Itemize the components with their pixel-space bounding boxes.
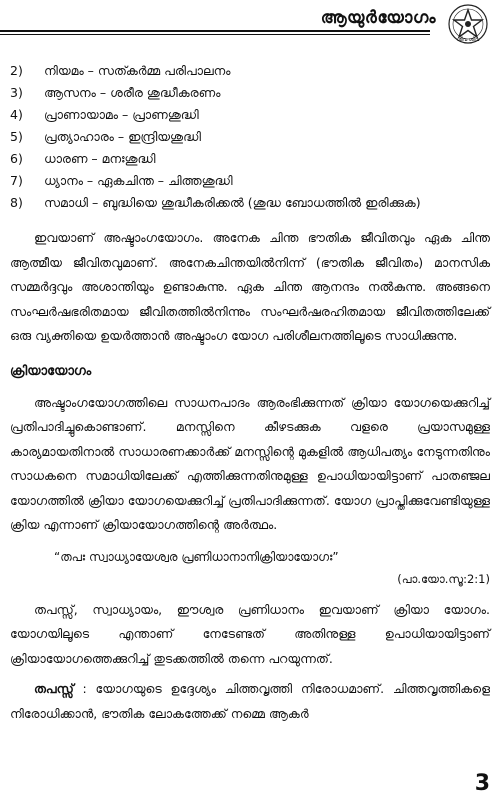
sutra-citation: (പാ.യോ.സൂ:2:1) [397,571,490,586]
tapas-intro-paragraph: തപസ്സ്, സ്വാധ്യായം, ഈശ്വര പ്രണിധാനം ഇവയാണ് ക്രിയാ യോഗം. യോഗയിലൂടെ എന്താണ് നേടേണ്ടത് അതിനുള്ള ഉപാധിയായിട്ടാണ് ക്രിയായോഗത്തെക്കുറിച്ച് തുടക്കത്തിൽ തന്നെ പറയുന്നത്. [10,601,490,666]
list-item [10,60,490,82]
running-title: ആയുർയോഗം [320,8,436,28]
list-item [10,104,490,126]
list-item [10,82,490,104]
tapas-definition-paragraph [10,677,490,726]
list-number: 2) [10,63,23,78]
list-item [10,170,490,192]
header-rule [0,30,430,35]
kriya-yoga-heading: ക്രിയായോഗം [10,363,92,379]
list-item [10,126,490,148]
tapas-term: തപസ്സ് [34,681,74,696]
list-text: നിയമം – സത്കർമ്മ പരിപാലനം [44,63,231,78]
ashtanga-list [10,60,490,214]
list-number: 8) [10,195,23,210]
list-number: 5) [10,129,23,144]
page-header [0,0,500,44]
list-item [10,148,490,170]
ashtanga-summary-paragraph: ഇവയാണ് അഷ്ടാംഗയോഗം. അനേക ചിന്ത ഭൗതിക ജീവിതവും ഏക ചിന്ത ആത്മീയ ജീവിതവുമാണ്. അനേകചിന്തയിൽനിന്ന് (ഭൗതിക ജീവിതം) മാനസിക സമ്മർദ്ദവും അശാന്തിയും ഉണ്ടാകുന്നു. ഏക ചിന്ത ആനന്ദം നൽകുന്നു. അങ്ങനെ സംഘർഷഭരിതമായ ജീവിതത്തിൽനിന്നും സംഘർഷരഹിതമായ ജീവിതത്തിലേക്ക് ഒരു വ്യക്തിയെ ഉയർത്താൻ അഷ്ടാംഗ യോഗ പരിശീലനത്തിലൂടെ സാധിക്കുന്നു. [10,230,490,343]
list-number: 4) [10,107,23,122]
society-logo [444,2,492,50]
list-number: 6) [10,151,23,166]
list-text: ധ്യാനം – ഏകചിന്ത – ചിത്തശുദ്ധി [44,173,233,188]
list-text: സമാധി – ബുദ്ധിയെ ശുദ്ധീകരിക്കൽ (ശുദ്ധ ബോധത്തിൽ ഇരിക്കുക) [44,195,421,210]
list-item [10,192,490,214]
list-text: പ്രത്യാഹാരം – ഇന്ദ്രിയശുദ്ധി [44,129,202,144]
page-content [10,60,490,726]
list-text: ആസനം – ശരീര ശുദ്ധീകരണം [44,85,221,100]
list-number: 3) [10,85,23,100]
logo-caption: ശിവ ശിവ [456,37,480,43]
kriya-yoga-paragraph: അഷ്ടാംഗയോഗത്തിലെ സാധനപാദം ആരംഭിക്കുന്നത് ക്രിയാ യോഗയെക്കുറിച്ച് പ്രതിപാദിച്ചുകൊണ്ടാണ്. മനസ്സിനെ കീഴടക്കുക വളരെ പ്രയാസമുള്ള കാര്യമായതിനാൽ സാധാരണക്കാർക്ക് മനസ്സിന്റെ മുകളിൽ ആധിപത്യം നേടുന്നതിനും സാധകനെ സമാധിയിലേക്ക് എത്തിക്കുന്നതിനുമുള്ള ഉപാധിയായിട്ടാണ് പാതഞ്ജല യോഗത്തിൽ ക്രിയാ യോഗയെക്കുറിച്ച് പ്രതിപാദിക്കുന്നത്. യോഗ പ്രാപ്തിക്കുവേണ്ടിയുള്ള ക്രിയ എന്നാണ് ക്രിയായോഗത്തിന്റെ അർത്ഥം. [10,394,490,532]
list-text: പ്രാണായാമം – പ്രാണശുദ്ധി [44,107,199,122]
list-text: ധാരണ – മനഃശുദ്ധി [44,151,156,166]
tapas-definition-text: : യോഗയുടെ ഉദ്ദേശ്യം ചിത്തവൃത്തി നിരോധമാണ്. ചിത്തവൃത്തികളെ നിരോധിക്കാൻ, ഭൗതിക ലോകത്തേക്ക് നമ്മെ ആകർ [10,681,490,721]
page-number: 3 [474,771,490,796]
list-number: 7) [10,173,23,188]
sutra-quote: “തപഃ സ്വാധ്യായേശ്വര പ്രണിധാനാനിക്രിയായോഗഃ” [54,549,339,564]
